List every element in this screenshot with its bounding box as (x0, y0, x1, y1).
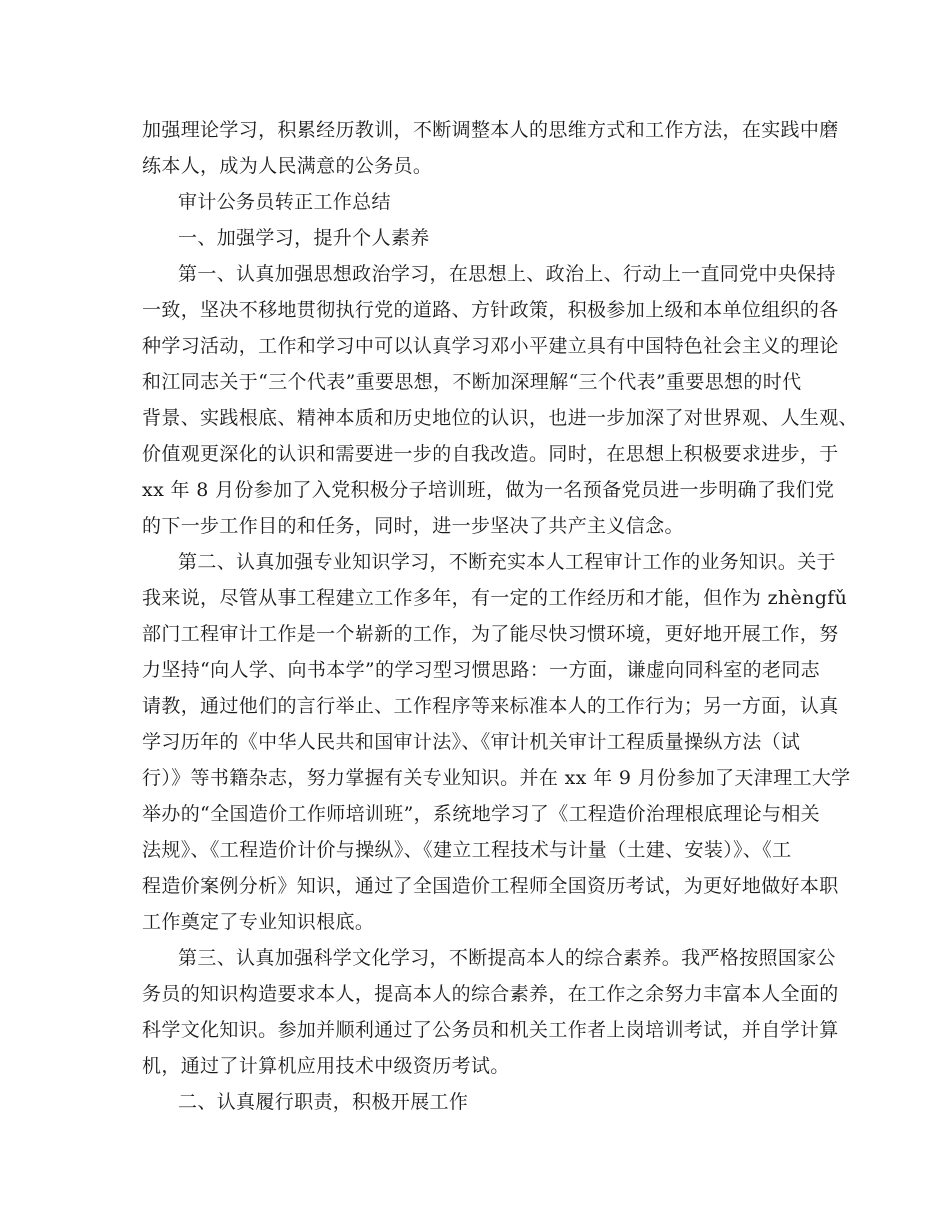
text-line: 练本人，成为人民满意的公务员。 (142, 155, 433, 177)
text-line: 第二、认真加强专业知识学习，不断充实本人工程审计工作的业务知识。关于 (178, 551, 836, 573)
text-line: 学习历年的《中华人民共和国审计法》、《审计机关审计工程质量操纵方法（试 (142, 731, 801, 753)
text-line: 的下一步工作目的和任务，同时，进一步坚决了共产主义信念。 (142, 515, 684, 537)
text-line: 法规》、《工程造价计价与操纵》、《建立工程技术与计量（土建、安装）》、《工 (142, 839, 792, 861)
text-line: 第三、认真加强科学文化学习，不断提高本人的综合素养。我严格按照国家公 (178, 947, 836, 969)
section-title: 审计公务员转正工作总结 (178, 191, 391, 213)
text-line: 我来说，尽管从事工程建立工作多年，有一定的工作经历和才能，但作为 zhèngfǔ (142, 587, 848, 609)
text-line: 一致，坚决不移地贯彻执行党的道路、方针政策，积极参加上级和本单位组织的各 (142, 299, 839, 321)
section-heading: 二、认真履行职责，积极开展工作 (178, 1091, 469, 1113)
text-line: 力坚持“向人学、向书本学”的学习型习惯思路：一方面，谦虚向同科室的老同志 (142, 659, 821, 681)
text-line: 加强理论学习，积累经历教训，不断调整本人的思维方式和工作方法，在实践中磨 (142, 119, 839, 141)
text-line: 部门工程审计工作是一个崭新的工作，为了能尽快习惯环境，更好地开展工作，努 (142, 623, 839, 645)
text-line: 机，通过了计算机应用技术中级资历考试。 (142, 1055, 510, 1077)
text-line: 程造价案例分析》知识，通过了全国造价工程师全国资历考试，为更好地做好本职 (142, 875, 839, 897)
text-line: 第一、认真加强思想政治学习，在思想上、政治上、行动上一直同党中央保持 (178, 263, 836, 285)
text-line: 务员的知识构造要求本人，提高本人的综合素养，在工作之余努力丰富本人全面的 (142, 983, 839, 1005)
section-heading: 一、加强学习，提升个人素养 (178, 227, 430, 249)
text-line: 行）》等书籍杂志，努力掌握有关专业知识。并在 xx 年 9 月份参加了天津理工大学 (142, 767, 851, 789)
text-line: xx 年 8 月份参加了入党积极分子培训班，做为一名预备党员进一步明确了我们党 (142, 479, 835, 501)
text-line: 价值观更深化的认识和需要进一步的自我改造。同时，在思想上积极要求进步，于 (142, 443, 839, 465)
text-line: 和江同志关于“三个代表”重要思想，不断加深理解“三个代表”重要思想的时代 (142, 371, 802, 393)
text-line: 请教，通过他们的言行举止、工作程序等来标准本人的工作行为；另一方面，认真 (142, 695, 839, 717)
text-line: 科学文化知识。参加并顺利通过了公务员和机关工作者上岗培训考试，并自学计算 (142, 1019, 839, 1041)
text-line: 举办的“全国造价工作师培训班”，系统地学习了《工程造价治理根底理论与相关 (142, 803, 821, 825)
text-line: 工作奠定了专业知识根底。 (142, 911, 375, 933)
text-line: 背景、实践根底、精神本质和历史地位的认识，也进一步加深了对世界观、人生观、 (142, 407, 858, 429)
text-line: 种学习活动，工作和学习中可以认真学习邓小平建立具有中国特色社会主义的理论 (142, 335, 839, 357)
